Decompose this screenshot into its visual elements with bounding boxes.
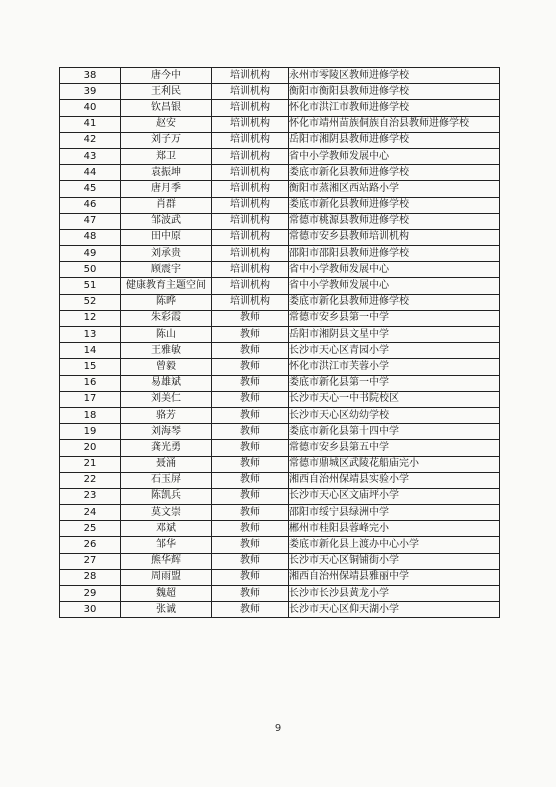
row-number-cell: 19 [60, 424, 121, 440]
table-row [60, 310, 500, 326]
table-row [60, 100, 500, 116]
role-cell: 教师 [212, 488, 289, 504]
organization-cell: 省中小学教师发展中心 [289, 148, 500, 164]
role-cell: 培训机构 [212, 84, 289, 100]
organization-cell: 常德市安乡县教师培训机构 [289, 229, 500, 245]
table-row [60, 391, 500, 407]
organization-cell: 邵阳市绥宁县绿洲中学 [289, 505, 500, 521]
name-cell: 朱彩霞 [121, 310, 212, 326]
organization-cell: 娄底市新化县上渡办中心小学 [289, 537, 500, 553]
organization-cell: 湘西自治州保靖县实验小学 [289, 472, 500, 488]
table-row [60, 359, 500, 375]
organization-cell: 岳阳市湘阴县文星中学 [289, 327, 500, 343]
name-cell: 莫文崇 [121, 505, 212, 521]
row-number-cell: 27 [60, 553, 121, 569]
name-cell: 龚光勇 [121, 440, 212, 456]
row-number-cell: 46 [60, 197, 121, 213]
name-cell: 田中原 [121, 229, 212, 245]
name-cell: 聂涌 [121, 456, 212, 472]
table-row [60, 375, 500, 391]
organization-cell: 郴州市桂阳县蓉峰完小 [289, 521, 500, 537]
table-row [60, 505, 500, 521]
name-cell: 骆芳 [121, 407, 212, 423]
role-cell: 培训机构 [212, 197, 289, 213]
name-cell: 邹波武 [121, 213, 212, 229]
table-row [60, 294, 500, 310]
role-cell: 培训机构 [212, 132, 289, 148]
name-cell: 曾毅 [121, 359, 212, 375]
organization-cell: 长沙市天心区幼幼学校 [289, 407, 500, 423]
table-row [60, 521, 500, 537]
organization-cell: 娄底市新化县教师进修学校 [289, 165, 500, 181]
organization-cell: 邵阳市邵阳县教师进修学校 [289, 246, 500, 262]
table-row [60, 407, 500, 423]
table-row [60, 229, 500, 245]
row-number-cell: 17 [60, 391, 121, 407]
row-number-cell: 42 [60, 132, 121, 148]
name-cell: 陈山 [121, 327, 212, 343]
table-row [60, 602, 500, 618]
name-cell: 王雅敏 [121, 343, 212, 359]
row-number-cell: 18 [60, 407, 121, 423]
name-cell: 郑卫 [121, 148, 212, 164]
roster-table [59, 67, 500, 618]
row-number-cell: 26 [60, 537, 121, 553]
role-cell: 培训机构 [212, 148, 289, 164]
role-cell: 培训机构 [212, 262, 289, 278]
role-cell: 培训机构 [212, 181, 289, 197]
table-row [60, 586, 500, 602]
role-cell: 教师 [212, 586, 289, 602]
table-row [60, 84, 500, 100]
organization-cell: 常德市桃源县教师进修学校 [289, 213, 500, 229]
name-cell: 健康教育主题空间 [121, 278, 212, 294]
role-cell: 教师 [212, 407, 289, 423]
table-row [60, 213, 500, 229]
role-cell: 教师 [212, 327, 289, 343]
name-cell: 顾震宇 [121, 262, 212, 278]
role-cell: 培训机构 [212, 165, 289, 181]
table-row [60, 472, 500, 488]
row-number-cell: 15 [60, 359, 121, 375]
organization-cell: 衡阳市衡阳县教师进修学校 [289, 84, 500, 100]
table-row [60, 181, 500, 197]
name-cell: 刘海琴 [121, 424, 212, 440]
role-cell: 教师 [212, 569, 289, 585]
row-number-cell: 16 [60, 375, 121, 391]
organization-cell: 湘西自治州保靖县雅丽中学 [289, 569, 500, 585]
name-cell: 钦昌银 [121, 100, 212, 116]
name-cell: 邹华 [121, 537, 212, 553]
row-number-cell: 12 [60, 310, 121, 326]
name-cell: 王利民 [121, 84, 212, 100]
name-cell: 肖群 [121, 197, 212, 213]
row-number-cell: 22 [60, 472, 121, 488]
organization-cell: 常德市安乡县第五中学 [289, 440, 500, 456]
table-row [60, 278, 500, 294]
organization-cell: 娄底市新化县教师进修学校 [289, 197, 500, 213]
page-number: 9 [274, 723, 282, 734]
organization-cell: 怀化市洪江市芙蓉小学 [289, 359, 500, 375]
organization-cell: 长沙市天心区仰天湖小学 [289, 602, 500, 618]
table-row [60, 424, 500, 440]
row-number-cell: 13 [60, 327, 121, 343]
name-cell: 石玉屏 [121, 472, 212, 488]
organization-cell: 长沙市天心一中书院校区 [289, 391, 500, 407]
table-row [60, 197, 500, 213]
name-cell: 易雄斌 [121, 375, 212, 391]
organization-cell: 长沙市天心区青园小学 [289, 343, 500, 359]
name-cell: 唐月季 [121, 181, 212, 197]
row-number-cell: 48 [60, 229, 121, 245]
name-cell: 唐今中 [121, 68, 212, 84]
table-row [60, 327, 500, 343]
table-row [60, 148, 500, 164]
organization-cell: 娄底市新化县第一中学 [289, 375, 500, 391]
row-number-cell: 30 [60, 602, 121, 618]
row-number-cell: 28 [60, 569, 121, 585]
row-number-cell: 14 [60, 343, 121, 359]
role-cell: 教师 [212, 537, 289, 553]
table-row [60, 456, 500, 472]
table-row [60, 537, 500, 553]
row-number-cell: 44 [60, 165, 121, 181]
row-number-cell: 29 [60, 586, 121, 602]
role-cell: 教师 [212, 440, 289, 456]
row-number-cell: 50 [60, 262, 121, 278]
name-cell: 刘承贵 [121, 246, 212, 262]
organization-cell: 怀化市洪江市教师进修学校 [289, 100, 500, 116]
organization-cell: 长沙市长沙县黄龙小学 [289, 586, 500, 602]
row-number-cell: 38 [60, 68, 121, 84]
table-row [60, 116, 500, 132]
name-cell: 刘美仁 [121, 391, 212, 407]
organization-cell: 长沙市天心区文庙坪小学 [289, 488, 500, 504]
table-row [60, 440, 500, 456]
name-cell: 陈凯兵 [121, 488, 212, 504]
table-row [60, 68, 500, 84]
name-cell: 陈晔 [121, 294, 212, 310]
role-cell: 培训机构 [212, 68, 289, 84]
table-row [60, 262, 500, 278]
row-number-cell: 43 [60, 148, 121, 164]
table-row [60, 488, 500, 504]
name-cell: 邓斌 [121, 521, 212, 537]
role-cell: 教师 [212, 505, 289, 521]
role-cell: 教师 [212, 472, 289, 488]
row-number-cell: 25 [60, 521, 121, 537]
role-cell: 教师 [212, 375, 289, 391]
role-cell: 教师 [212, 359, 289, 375]
role-cell: 培训机构 [212, 278, 289, 294]
name-cell: 袁振坤 [121, 165, 212, 181]
organization-cell: 怀化市靖州苗族侗族自治县教师进修学校 [289, 116, 500, 132]
roster-table-body [60, 68, 500, 618]
organization-cell: 常德市安乡县第一中学 [289, 310, 500, 326]
organization-cell: 娄底市新化县教师进修学校 [289, 294, 500, 310]
row-number-cell: 39 [60, 84, 121, 100]
role-cell: 培训机构 [212, 229, 289, 245]
table-row [60, 165, 500, 181]
table-row [60, 343, 500, 359]
row-number-cell: 41 [60, 116, 121, 132]
organization-cell: 省中小学教师发展中心 [289, 262, 500, 278]
row-number-cell: 52 [60, 294, 121, 310]
role-cell: 培训机构 [212, 246, 289, 262]
organization-cell: 衡阳市蒸湘区西站路小学 [289, 181, 500, 197]
name-cell: 赵安 [121, 116, 212, 132]
row-number-cell: 49 [60, 246, 121, 262]
table-row [60, 553, 500, 569]
row-number-cell: 40 [60, 100, 121, 116]
role-cell: 培训机构 [212, 116, 289, 132]
name-cell: 熊华辉 [121, 553, 212, 569]
name-cell: 张诚 [121, 602, 212, 618]
row-number-cell: 51 [60, 278, 121, 294]
name-cell: 周雨盟 [121, 569, 212, 585]
name-cell: 魏超 [121, 586, 212, 602]
role-cell: 教师 [212, 521, 289, 537]
role-cell: 教师 [212, 343, 289, 359]
organization-cell: 常德市鼎城区武陵花船庙完小 [289, 456, 500, 472]
role-cell: 教师 [212, 602, 289, 618]
role-cell: 教师 [212, 310, 289, 326]
role-cell: 培训机构 [212, 213, 289, 229]
organization-cell: 岳阳市湘阴县教师进修学校 [289, 132, 500, 148]
role-cell: 培训机构 [212, 100, 289, 116]
role-cell: 教师 [212, 553, 289, 569]
organization-cell: 省中小学教师发展中心 [289, 278, 500, 294]
table-row [60, 132, 500, 148]
row-number-cell: 23 [60, 488, 121, 504]
role-cell: 教师 [212, 391, 289, 407]
row-number-cell: 47 [60, 213, 121, 229]
row-number-cell: 21 [60, 456, 121, 472]
role-cell: 培训机构 [212, 294, 289, 310]
organization-cell: 长沙市天心区铜铺街小学 [289, 553, 500, 569]
table-row [60, 569, 500, 585]
row-number-cell: 45 [60, 181, 121, 197]
organization-cell: 永州市零陵区教师进修学校 [289, 68, 500, 84]
name-cell: 刘子万 [121, 132, 212, 148]
row-number-cell: 24 [60, 505, 121, 521]
role-cell: 教师 [212, 456, 289, 472]
table-row [60, 246, 500, 262]
role-cell: 教师 [212, 424, 289, 440]
organization-cell: 娄底市新化县第十四中学 [289, 424, 500, 440]
row-number-cell: 20 [60, 440, 121, 456]
